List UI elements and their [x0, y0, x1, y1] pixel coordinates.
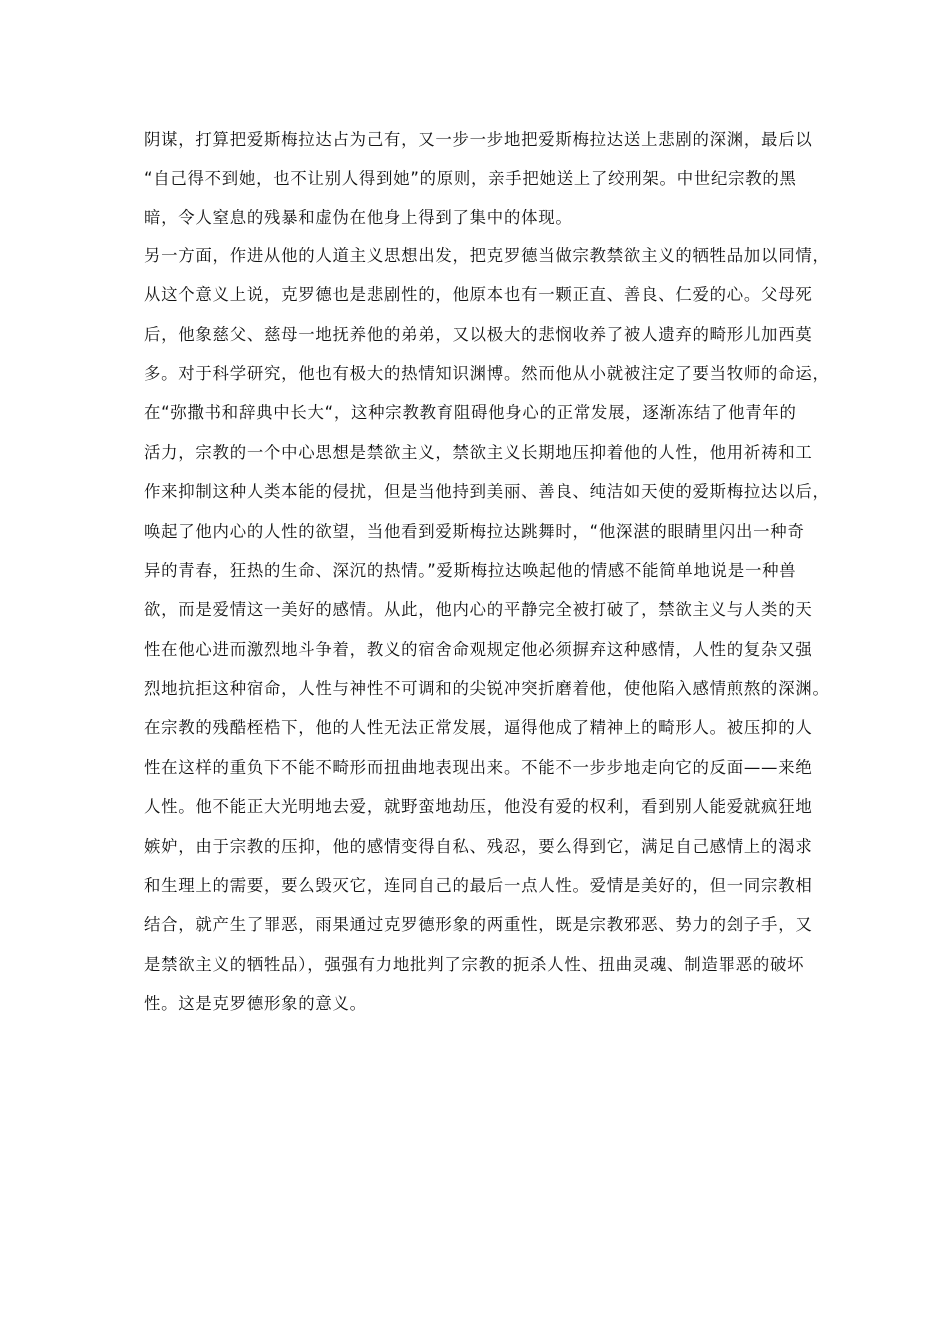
- text-line: 是禁欲主义的牺牲品），强强有力地批判了宗教的扼杀人性、扭曲灵魂、制造罪恶的破坏: [144, 954, 805, 974]
- text-line: 异的青春，狂热的生命、深沉的热情。”爱斯梅拉达唤起他的情感不能简单地说是一种兽: [144, 560, 797, 580]
- text-line: 和生理上的需要，要么毁灭它，连同自己的最后一点人性。爱情是美好的，但一同宗教相: [144, 876, 813, 896]
- text-line: 人性。他不能正大光明地去爱，就野蛮地劫压，他没有爱的权利，看到别人能爱就疯狂地: [144, 797, 813, 817]
- text-line: 欲，而是爱情这一美好的感情。从此，他内心的平静完全被打破了，禁欲主义与人类的天: [144, 600, 813, 620]
- essay-body: [144, 120, 830, 1024]
- text-line: 结合，就产生了罪恶，雨果通过克罗德形象的两重性，既是宗教邪恶、势力的刽子手，又: [144, 915, 813, 935]
- text-line: “自己得不到她，也不让别人得到她”的原则，亲手把她送上了绞刑架。中世纪宗教的黑: [144, 169, 797, 189]
- text-line: 活力，宗教的一个中心思想是禁欲主义，禁欲主义长期地压抑着他的人性，他用祈祷和工: [144, 442, 813, 462]
- text-line: 阴谋，打算把爱斯梅拉达占为己有，又一步一步地把爱斯梅拉达送上悲剧的深渊，最后以: [144, 130, 813, 149]
- text-line: 从这个意义上说，克罗德也是悲剧性的，他原本也有一颗正直、善良、仁爱的心。父母死: [144, 285, 813, 305]
- text-line: 性在他心进而激烈地斗争着，教义的宿舍命观规定他必须摒弃这种感情，人性的复杂又强: [144, 639, 813, 659]
- text-line: 在宗教的残酷桎梏下，他的人性无法正常发展，逼得他成了精神上的畸形人。被压抑的人: [144, 718, 813, 738]
- text-line: 另一方面，作进从他的人道主义思想出发，把克罗德当做宗教禁欲主义的牺牲品加以同情，: [144, 245, 830, 265]
- text-line: 在“弥撒书和辞典中长大“，这种宗教教育阻碍他身心的正常发展，逐渐冻结了他青年的: [144, 403, 797, 423]
- text-line: 暗，令人窒息的残暴和虚伪在他身上得到了集中的体现。: [144, 207, 573, 227]
- text-line: 性。这是克罗德形象的意义。: [144, 994, 367, 1014]
- text-line: 性在这样的重负下不能不畸形而扭曲地表现出来。不能不一步步地走向它的反面——来绝: [144, 757, 813, 777]
- text-line: 后，他象慈父、慈母一地抚养他的弟弟，又以极大的悲悯收养了被人遗弃的畸形儿加西莫: [144, 324, 813, 344]
- text-line: 多。对于科学研究，他也有极大的热情知识渊博。然而他从小就被注定了要当牧师的命运，: [144, 363, 830, 383]
- text-line: 烈地抗拒这种宿命，人性与神性不可调和的尖锐冲突折磨着他，使他陷入感情煎熬的深渊。: [144, 679, 830, 699]
- text-line: 嫉妒，由于宗教的压抑，他的感情变得自私、残忍，要么得到它，满足自己感情上的渴求: [144, 836, 813, 856]
- text-line: 作来抑制这种人类本能的侵扰，但是当他持到美丽、善良、纯洁如天使的爱斯梅拉达以后，: [144, 482, 830, 502]
- text-line: 唤起了他内心的人性的欲望，当他看到爱斯梅拉达跳舞时，“他深湛的眼睛里闪出一种奇: [144, 521, 805, 541]
